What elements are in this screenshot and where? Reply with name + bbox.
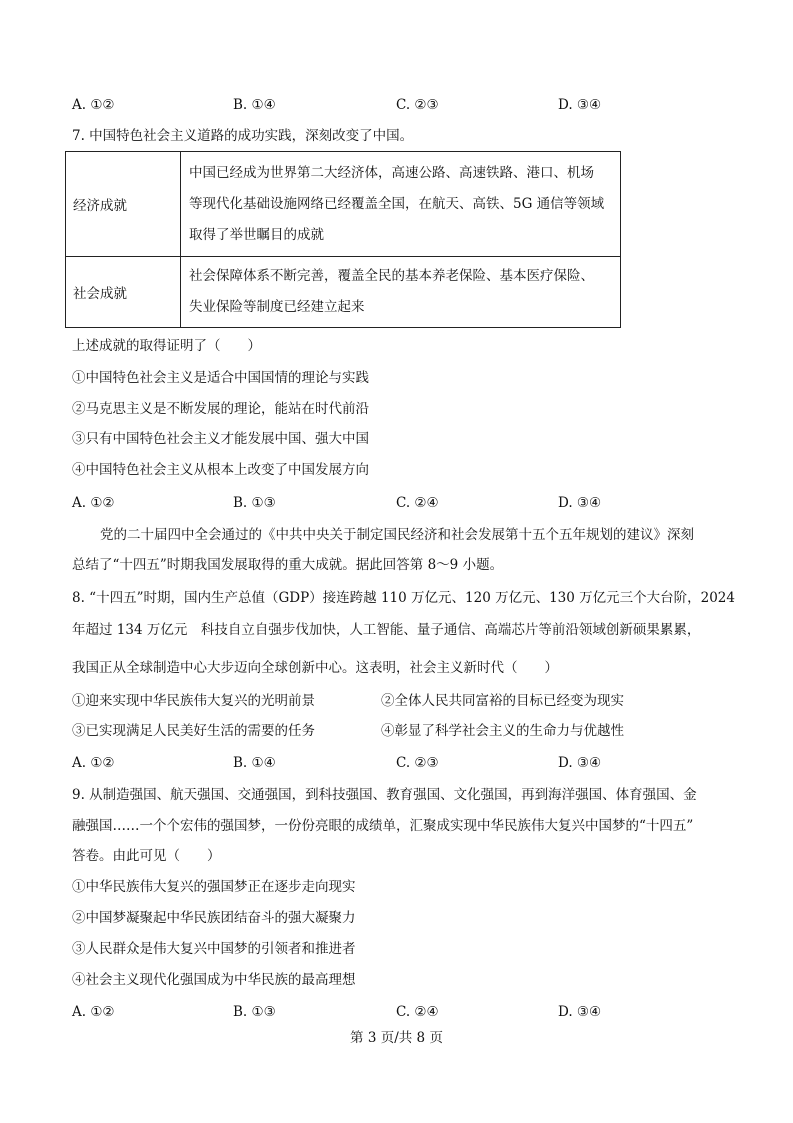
q6-option-a[interactable]: A. ①② (72, 97, 115, 113)
q9-stem-line: 9. 从制造强国、航天强国、交通强国，到科技强国、教育强国、文化强国，再到海洋强国、体育强国、金 (72, 787, 697, 803)
q9-stem-line: 答卷。由此可见（ ） (72, 848, 221, 864)
q8-item: ③已实现满足人民美好生活的需要的任务 (72, 723, 315, 739)
table-cell-content (181, 152, 621, 257)
q8-item: ①迎来实现中华民族伟大复兴的光明前景 (72, 693, 315, 709)
q8-stem-line: 年超过 134 万亿元 科技自立自强步伐加快，人工智能、量子通信、高端芯片等前沿领域创新硕果累累， (72, 622, 701, 638)
q6-option-d[interactable]: D. ③④ (558, 97, 602, 113)
q9-stem-line: 融强国……一个个宏伟的强国梦，一份份亮眼的成绩单，汇聚成实现中华民族伟大复兴中国梦的“十四五” (72, 818, 694, 834)
q8-item: ②全体人民共同富裕的目标已经变为现实 (381, 693, 624, 709)
q9-option-b[interactable]: B. ①③ (233, 1004, 276, 1020)
q7-question: 上述成就的取得证明了（ ） (72, 338, 261, 354)
table-cell-label: 社会成就 (66, 257, 181, 328)
table-row (66, 257, 621, 328)
q7-option-c[interactable]: C. ②④ (396, 495, 439, 511)
q8-option-d[interactable]: D. ③④ (558, 755, 602, 771)
table-row (66, 152, 621, 257)
q7-achievements-table (65, 151, 621, 328)
q7-item: ②马克思主义是不断发展的理论，能站在时代前沿 (72, 401, 369, 417)
q9-option-a[interactable]: A. ①② (72, 1004, 115, 1020)
table-cell-label: 经济成就 (66, 152, 181, 257)
table-cell-content (181, 257, 621, 328)
q8-option-a[interactable]: A. ①② (72, 755, 115, 771)
q9-item: ④社会主义现代化强国成为中华民族的最高理想 (72, 972, 356, 988)
q7-option-d[interactable]: D. ③④ (558, 495, 602, 511)
intro-line: 党的二十届四中全会通过的《中共中央关于制定国民经济和社会发展第十五个五年规划的建议》深刻 (100, 527, 694, 543)
q6-option-c[interactable]: C. ②③ (396, 97, 439, 113)
q8-option-b[interactable]: B. ①④ (233, 755, 276, 771)
q6-option-b[interactable]: B. ①④ (233, 97, 276, 113)
page-footer: 第 3 页/共 8 页 (350, 1030, 443, 1046)
q9-option-d[interactable]: D. ③④ (558, 1004, 602, 1020)
table-cell-line: 等现代化基础设施网络已经覆盖全国，在航天、高铁、5G 通信等领域 (189, 195, 605, 212)
table-cell-line: 取得了举世瞩目的成就 (189, 226, 324, 243)
q9-option-c[interactable]: C. ②④ (396, 1004, 439, 1020)
q9-item: ②中国梦凝聚起中华民族团结奋斗的强大凝聚力 (72, 910, 356, 926)
q8-stem-line: 我国正从全球制造中心大步迈向全球创新中心。这表明，社会主义新时代（ ） (72, 660, 558, 676)
q7-option-b[interactable]: B. ①③ (233, 495, 276, 511)
q7-option-a[interactable]: A. ①② (72, 495, 115, 511)
table-cell-line: 社会保障体系不断完善，覆盖全民的基本养老保险、基本医疗保险、 (189, 268, 594, 284)
q9-item: ③人民群众是伟大复兴中国梦的引领者和推进者 (72, 941, 356, 957)
q7-stem: 7. 中国特色社会主义道路的成功实践，深刻改变了中国。 (72, 128, 414, 144)
q7-item: ④中国特色社会主义从根本上改变了中国发展方向 (72, 462, 369, 478)
q8-item: ④彰显了科学社会主义的生命力与优越性 (381, 723, 624, 739)
q8-stem-line: 8. “十四五”时期，国内生产总值（GDP）接连跨越 110 万亿元、120 万亿元、130 万亿元三个大台阶，2024 (72, 590, 735, 606)
q8-items-row (72, 692, 722, 710)
table-cell-line: 失业保险等制度已经建立起来 (189, 299, 365, 315)
intro-line: 总结了“十四五”时期我国发展取得的重大成就。据此回答第 8～9 小题。 (72, 557, 504, 573)
q7-item: ①中国特色社会主义是适合中国国情的理论与实践 (72, 370, 369, 386)
q7-item: ③只有中国特色社会主义才能发展中国、强大中国 (72, 431, 369, 447)
table-cell-line: 中国已经成为世界第二大经济体，高速公路、高速铁路、港口、机场 (189, 164, 594, 181)
q8-option-c[interactable]: C. ②③ (396, 755, 439, 771)
q9-item: ①中华民族伟大复兴的强国梦正在逐步走向现实 (72, 879, 356, 895)
q8-items-row (72, 722, 722, 740)
